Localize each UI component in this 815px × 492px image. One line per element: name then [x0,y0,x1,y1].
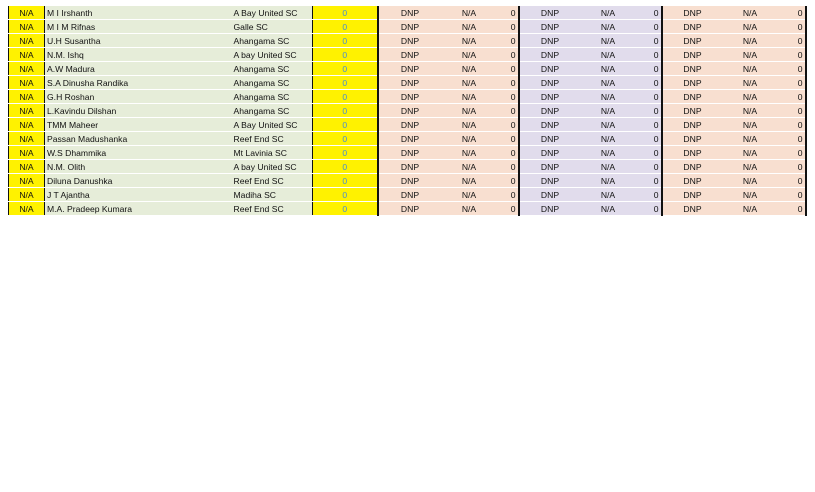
points-cell: 0 [313,6,378,20]
club-cell: A Bay United SC [232,6,313,20]
r2-place-cell: N/A [581,76,636,90]
table-row [9,174,806,188]
r3-points-cell: 0 [778,160,806,174]
points-cell: 0 [313,202,378,216]
r2-points-cell: 0 [636,132,662,146]
r2-status-cell: DNP [519,76,581,90]
r2-points-cell: 0 [636,118,662,132]
r1-points-cell: 0 [497,146,519,160]
r2-points-cell: 0 [636,76,662,90]
r2-place-cell: N/A [581,160,636,174]
r1-place-cell: N/A [442,202,497,216]
rank-cell: N/A [9,202,45,216]
r1-points-cell: 0 [497,118,519,132]
r3-place-cell: N/A [723,202,778,216]
rank-cell: N/A [9,132,45,146]
points-cell: 0 [313,90,378,104]
r3-place-cell: N/A [723,20,778,34]
club-cell: Reef End SC [232,174,313,188]
points-cell: 0 [313,146,378,160]
r2-points-cell: 0 [636,160,662,174]
results-table [8,6,807,216]
table-row [9,48,806,62]
name-cell: L.Kavindu Dilshan [45,104,232,118]
points-cell: 0 [313,188,378,202]
r3-points-cell: 0 [778,118,806,132]
r1-points-cell: 0 [497,6,519,20]
r2-place-cell: N/A [581,34,636,48]
r1-place-cell: N/A [442,48,497,62]
r1-points-cell: 0 [497,202,519,216]
rank-cell: N/A [9,104,45,118]
r3-place-cell: N/A [723,76,778,90]
r1-place-cell: N/A [442,34,497,48]
name-cell: Passan Madushanka [45,132,232,146]
r3-points-cell: 0 [778,146,806,160]
r2-place-cell: N/A [581,90,636,104]
r3-place-cell: N/A [723,188,778,202]
club-cell: A Bay United SC [232,118,313,132]
club-cell: Madiha SC [232,188,313,202]
r2-status-cell: DNP [519,146,581,160]
table-row [9,118,806,132]
r1-status-cell: DNP [378,202,442,216]
name-cell: M I M Rifnas [45,20,232,34]
r1-status-cell: DNP [378,90,442,104]
r2-status-cell: DNP [519,188,581,202]
r2-status-cell: DNP [519,20,581,34]
r3-place-cell: N/A [723,174,778,188]
rank-cell: N/A [9,20,45,34]
r3-points-cell: 0 [778,76,806,90]
r3-points-cell: 0 [778,132,806,146]
name-cell: A.W Madura [45,62,232,76]
r1-place-cell: N/A [442,188,497,202]
club-cell: A bay United SC [232,48,313,62]
r2-status-cell: DNP [519,6,581,20]
r3-status-cell: DNP [662,146,723,160]
r3-points-cell: 0 [778,104,806,118]
r2-points-cell: 0 [636,174,662,188]
r2-status-cell: DNP [519,104,581,118]
rank-cell: N/A [9,76,45,90]
r3-place-cell: N/A [723,146,778,160]
club-cell: Galle SC [232,20,313,34]
r3-status-cell: DNP [662,132,723,146]
r1-status-cell: DNP [378,48,442,62]
r3-status-cell: DNP [662,76,723,90]
r1-status-cell: DNP [378,174,442,188]
r1-place-cell: N/A [442,76,497,90]
name-cell: G.H Roshan [45,90,232,104]
rank-cell: N/A [9,188,45,202]
r1-status-cell: DNP [378,62,442,76]
name-cell: S.A Dinusha Randika [45,76,232,90]
club-cell: Ahangama SC [232,76,313,90]
r1-points-cell: 0 [497,62,519,76]
table-body [9,6,806,216]
points-cell: 0 [313,132,378,146]
r2-place-cell: N/A [581,132,636,146]
r1-place-cell: N/A [442,90,497,104]
r2-place-cell: N/A [581,6,636,20]
r1-status-cell: DNP [378,118,442,132]
name-cell: U.H Susantha [45,34,232,48]
name-cell: J T Ajantha [45,188,232,202]
r1-place-cell: N/A [442,174,497,188]
r2-points-cell: 0 [636,62,662,76]
r2-status-cell: DNP [519,132,581,146]
r2-points-cell: 0 [636,34,662,48]
table-row [9,146,806,160]
r1-place-cell: N/A [442,20,497,34]
rank-cell: N/A [9,146,45,160]
table-row [9,104,806,118]
r1-place-cell: N/A [442,132,497,146]
r3-points-cell: 0 [778,174,806,188]
r3-status-cell: DNP [662,20,723,34]
r2-place-cell: N/A [581,20,636,34]
points-cell: 0 [313,34,378,48]
r3-place-cell: N/A [723,160,778,174]
r1-points-cell: 0 [497,76,519,90]
r2-points-cell: 0 [636,104,662,118]
name-cell: N.M. Ishq [45,48,232,62]
r1-points-cell: 0 [497,104,519,118]
name-cell: Diluna Danushka [45,174,232,188]
r3-place-cell: N/A [723,90,778,104]
r1-points-cell: 0 [497,90,519,104]
r2-place-cell: N/A [581,48,636,62]
table-row [9,90,806,104]
r1-points-cell: 0 [497,34,519,48]
points-cell: 0 [313,104,378,118]
r1-place-cell: N/A [442,146,497,160]
club-cell: A bay United SC [232,160,313,174]
r1-status-cell: DNP [378,6,442,20]
club-cell: Reef End SC [232,202,313,216]
points-cell: 0 [313,174,378,188]
r3-points-cell: 0 [778,20,806,34]
rank-cell: N/A [9,174,45,188]
r2-place-cell: N/A [581,104,636,118]
r2-status-cell: DNP [519,90,581,104]
r3-status-cell: DNP [662,160,723,174]
r1-points-cell: 0 [497,20,519,34]
r1-status-cell: DNP [378,146,442,160]
points-cell: 0 [313,76,378,90]
r1-status-cell: DNP [378,188,442,202]
name-cell: W.S Dhammika [45,146,232,160]
r2-status-cell: DNP [519,118,581,132]
points-cell: 0 [313,48,378,62]
r3-status-cell: DNP [662,34,723,48]
table-row [9,132,806,146]
r3-status-cell: DNP [662,6,723,20]
r2-place-cell: N/A [581,174,636,188]
r1-status-cell: DNP [378,132,442,146]
r1-place-cell: N/A [442,62,497,76]
r2-status-cell: DNP [519,62,581,76]
club-cell: Ahangama SC [232,34,313,48]
r2-status-cell: DNP [519,34,581,48]
r2-place-cell: N/A [581,188,636,202]
r3-status-cell: DNP [662,62,723,76]
r3-status-cell: DNP [662,90,723,104]
r3-place-cell: N/A [723,104,778,118]
r2-points-cell: 0 [636,6,662,20]
r2-points-cell: 0 [636,20,662,34]
r1-status-cell: DNP [378,160,442,174]
r2-points-cell: 0 [636,202,662,216]
rank-cell: N/A [9,62,45,76]
r1-points-cell: 0 [497,132,519,146]
r2-place-cell: N/A [581,202,636,216]
r3-points-cell: 0 [778,188,806,202]
r3-place-cell: N/A [723,132,778,146]
table-row [9,76,806,90]
table-row [9,202,806,216]
r2-points-cell: 0 [636,188,662,202]
r3-status-cell: DNP [662,104,723,118]
rank-cell: N/A [9,48,45,62]
table-row [9,6,806,20]
r3-place-cell: N/A [723,6,778,20]
r2-status-cell: DNP [519,48,581,62]
r1-points-cell: 0 [497,48,519,62]
rank-cell: N/A [9,6,45,20]
r1-points-cell: 0 [497,188,519,202]
r1-status-cell: DNP [378,104,442,118]
name-cell: N.M. Olith [45,160,232,174]
r3-status-cell: DNP [662,174,723,188]
r3-status-cell: DNP [662,202,723,216]
r1-place-cell: N/A [442,160,497,174]
table-row [9,160,806,174]
r3-place-cell: N/A [723,62,778,76]
r3-place-cell: N/A [723,34,778,48]
r1-status-cell: DNP [378,34,442,48]
r1-status-cell: DNP [378,76,442,90]
table-row [9,62,806,76]
r1-points-cell: 0 [497,174,519,188]
r2-place-cell: N/A [581,118,636,132]
points-cell: 0 [313,160,378,174]
r3-status-cell: DNP [662,48,723,62]
r2-points-cell: 0 [636,90,662,104]
points-cell: 0 [313,118,378,132]
club-cell: Ahangama SC [232,104,313,118]
r1-points-cell: 0 [497,160,519,174]
r3-points-cell: 0 [778,90,806,104]
r3-points-cell: 0 [778,34,806,48]
table-row [9,34,806,48]
r3-points-cell: 0 [778,6,806,20]
points-cell: 0 [313,20,378,34]
r3-points-cell: 0 [778,202,806,216]
name-cell: M.A. Pradeep Kumara [45,202,232,216]
name-cell: M I Irshanth [45,6,232,20]
r2-points-cell: 0 [636,146,662,160]
points-cell: 0 [313,62,378,76]
r3-place-cell: N/A [723,118,778,132]
r2-status-cell: DNP [519,202,581,216]
r2-place-cell: N/A [581,62,636,76]
r3-status-cell: DNP [662,118,723,132]
r2-status-cell: DNP [519,160,581,174]
club-cell: Ahangama SC [232,90,313,104]
r2-points-cell: 0 [636,48,662,62]
r2-place-cell: N/A [581,146,636,160]
r1-place-cell: N/A [442,104,497,118]
rank-cell: N/A [9,118,45,132]
r2-status-cell: DNP [519,174,581,188]
table-row [9,188,806,202]
club-cell: Mt Lavinia SC [232,146,313,160]
r3-place-cell: N/A [723,48,778,62]
rank-cell: N/A [9,160,45,174]
table-row [9,20,806,34]
r3-status-cell: DNP [662,188,723,202]
name-cell: TMM Maheer [45,118,232,132]
r3-points-cell: 0 [778,48,806,62]
rank-cell: N/A [9,90,45,104]
r3-points-cell: 0 [778,62,806,76]
r1-status-cell: DNP [378,20,442,34]
club-cell: Reef End SC [232,132,313,146]
rank-cell: N/A [9,34,45,48]
r1-place-cell: N/A [442,118,497,132]
club-cell: Ahangama SC [232,62,313,76]
r1-place-cell: N/A [442,6,497,20]
